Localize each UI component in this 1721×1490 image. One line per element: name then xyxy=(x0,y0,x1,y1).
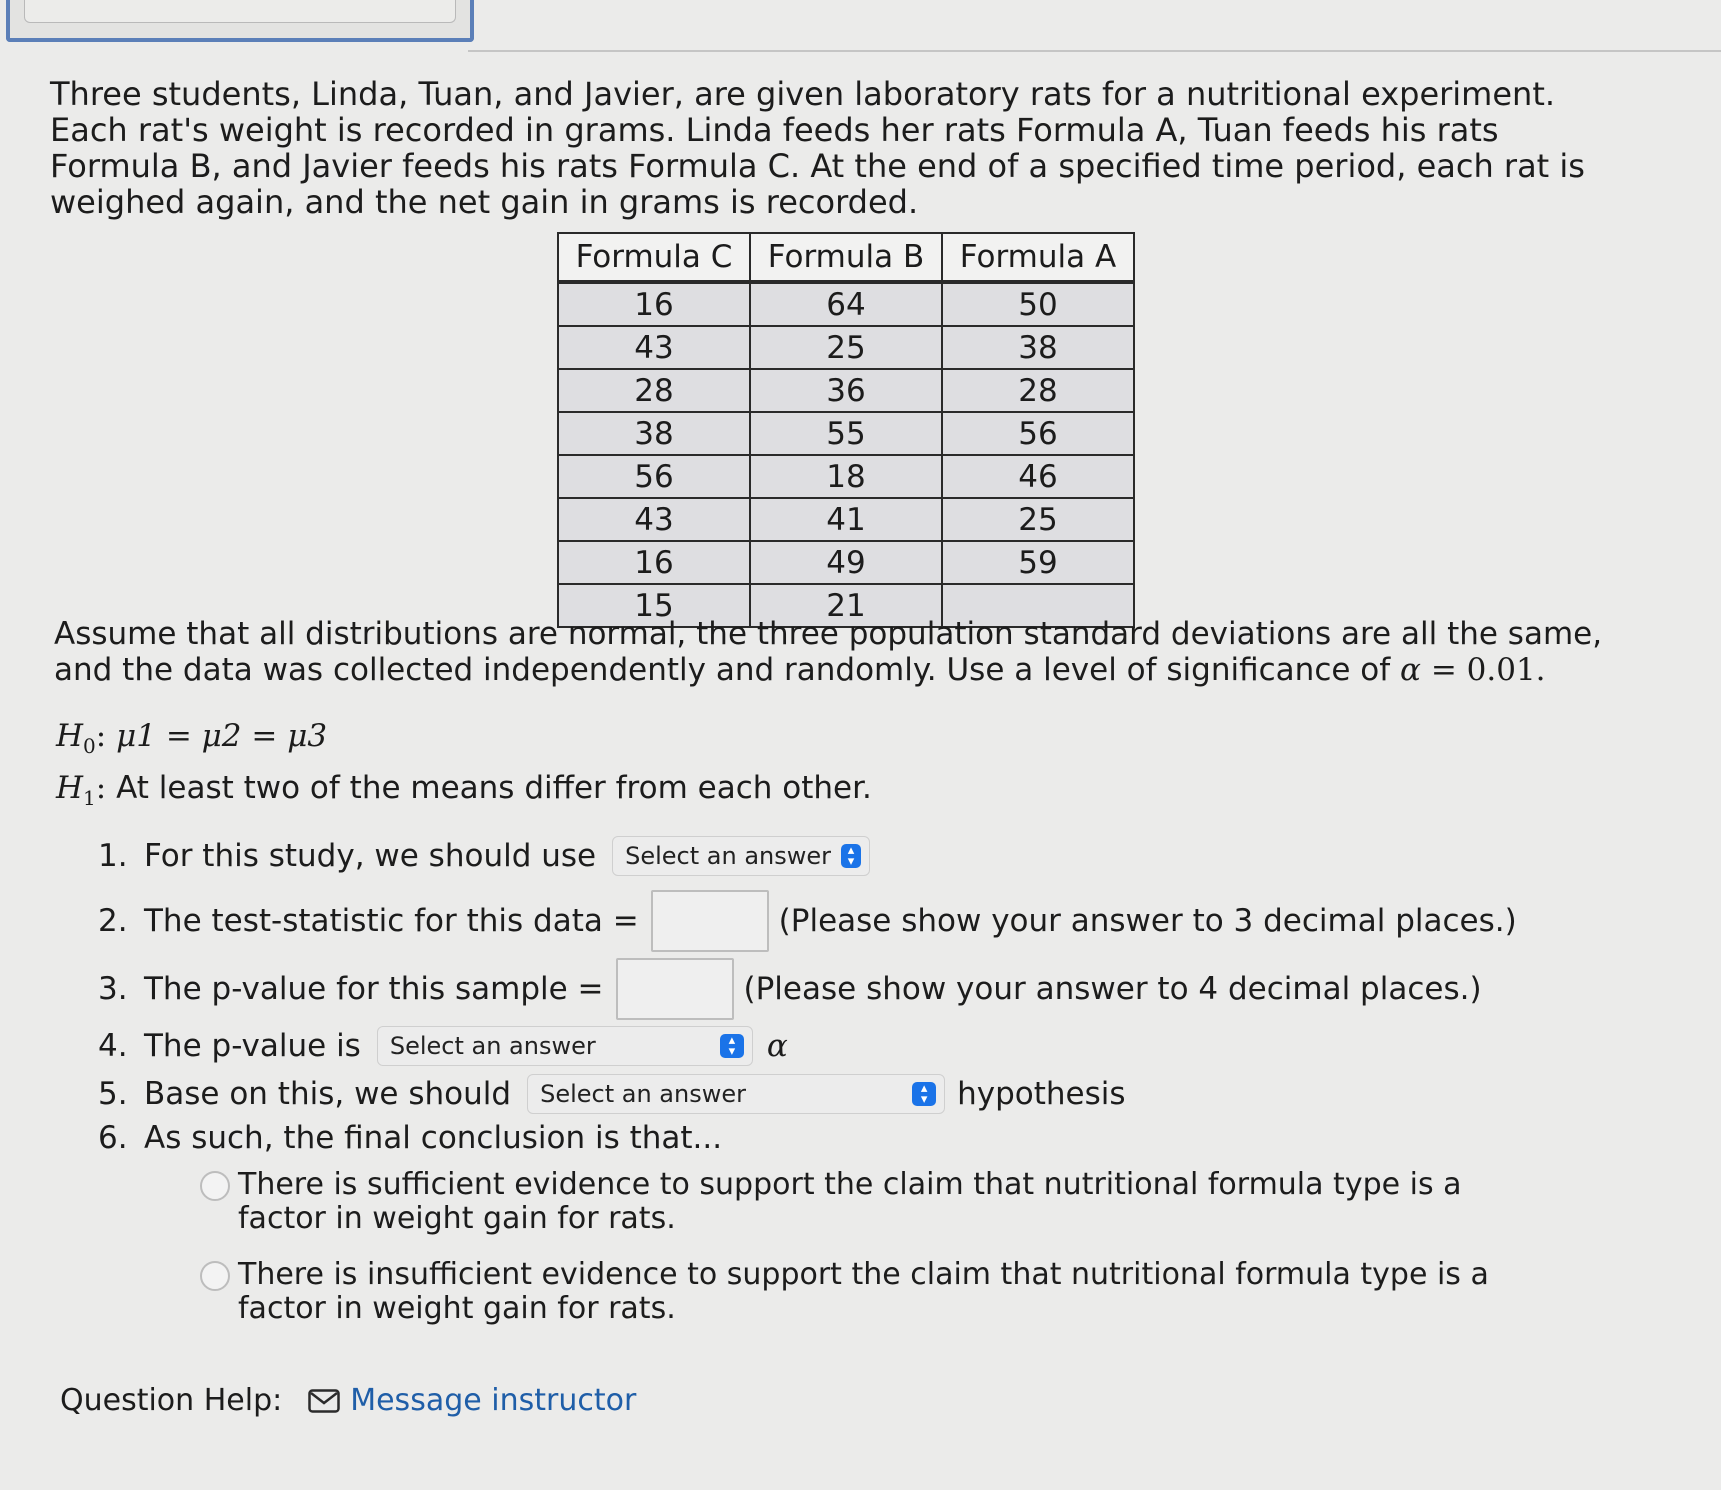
test-statistic-input[interactable] xyxy=(651,890,769,952)
header-formula-c: Formula C xyxy=(558,233,750,282)
table-row xyxy=(558,326,1134,369)
table-cell: 46 xyxy=(942,455,1134,498)
radio-button[interactable] xyxy=(200,1171,230,1201)
conclusion-option-sufficient[interactable]: There is sufficient evidence to support the claim that nutritional formula type is a factor in weight gain for rats. xyxy=(200,1168,1500,1236)
null-hypothesis-expression: μ1 = μ2 = μ3 xyxy=(116,718,328,754)
table-cell: 38 xyxy=(942,326,1134,369)
table-cell: 50 xyxy=(942,282,1134,326)
step-6: 6. As such, the final conclusion is that... xyxy=(98,1120,723,1156)
table-cell: 28 xyxy=(558,369,750,412)
table-cell: 56 xyxy=(558,455,750,498)
table-cell: 36 xyxy=(750,369,942,412)
table-header-row xyxy=(558,233,1134,282)
table-row xyxy=(558,541,1134,584)
table-cell: 43 xyxy=(558,326,750,369)
chevron-updown-icon: ▴ ▾ xyxy=(912,1082,936,1106)
radio-button[interactable] xyxy=(200,1261,230,1291)
table-cell: 25 xyxy=(750,326,942,369)
assumption-prefix: Assume that all distributions are normal, the three population standard deviations are all the same, and the data was collected independently and randomly. Use a level of significance of xyxy=(54,616,1603,688)
p-value-comparison-select[interactable]: Select an answer ▴ ▾ xyxy=(377,1026,753,1066)
step-2: 2. The test-statistic for this data = (Please show your answer to 3 decimal places.) xyxy=(98,890,1517,952)
alpha-value: = 0.01. xyxy=(1430,652,1546,688)
envelope-icon xyxy=(308,1389,340,1413)
table-cell: 25 xyxy=(942,498,1134,541)
data-table xyxy=(557,232,1135,628)
step-5: 5. Base on this, we should Select an answer ▴ ▾ hypothesis xyxy=(98,1076,1126,1112)
table-row xyxy=(558,369,1134,412)
hypothesis-label: hypothesis xyxy=(957,1076,1126,1112)
question-tab[interactable] xyxy=(6,0,474,42)
test-statistic-note: (Please show your answer to 3 decimal places.) xyxy=(778,903,1517,939)
alpha-symbol: α xyxy=(1400,652,1421,688)
p-value-input[interactable] xyxy=(616,958,734,1020)
step-3: 3. The p-value for this sample = (Please show your answer to 4 decimal places.) xyxy=(98,958,1482,1020)
question-intro: Three students, Linda, Tuan, and Javier, are given laboratory rats for a nutritional experiment. Each rat's weight is recorded in grams. Linda feeds her rats Formula A, Tuan feeds his rats Formula B, and Javier feeds his rats Formula C. At the end of a specified time period, each rat is weighed again, and the net gain in grams is recorded. xyxy=(50,75,1585,221)
table-cell: 56 xyxy=(942,412,1134,455)
table-row xyxy=(558,282,1134,326)
question-help xyxy=(60,1383,636,1418)
table-row xyxy=(558,498,1134,541)
null-hypothesis: $H_0$: μ1 = μ2 = μ3 xyxy=(56,718,328,759)
alpha-symbol: α xyxy=(766,1028,788,1064)
p-value-note: (Please show your answer to 4 decimal places.) xyxy=(743,971,1482,1007)
decision-select[interactable]: Select an answer ▴ ▾ xyxy=(527,1074,945,1114)
conclusion-option-insufficient[interactable]: There is insufficient evidence to support the claim that nutritional formula type is a factor in weight gain for rats. xyxy=(200,1258,1520,1326)
table-cell: 43 xyxy=(558,498,750,541)
table-cell: 59 xyxy=(942,541,1134,584)
table-cell: 38 xyxy=(558,412,750,455)
table-row xyxy=(558,412,1134,455)
question-help-label: Question Help: xyxy=(60,1383,283,1418)
table-cell: 55 xyxy=(750,412,942,455)
alternative-hypothesis: $H_1$: At least two of the means differ from each other. xyxy=(56,770,872,811)
header-formula-b: Formula B xyxy=(750,233,942,282)
table-cell: 28 xyxy=(942,369,1134,412)
table-cell: 15 xyxy=(558,584,750,627)
table-cell: 41 xyxy=(750,498,942,541)
table-cell: 16 xyxy=(558,541,750,584)
alternative-hypothesis-text: At least two of the means differ from each other. xyxy=(116,770,872,807)
header-formula-a: Formula A xyxy=(942,233,1134,282)
table-cell: 64 xyxy=(750,282,942,326)
test-type-select[interactable]: Select an answer ▴ ▾ xyxy=(612,836,870,876)
step-4: 4. The p-value is Select an answer ▴ ▾ α xyxy=(98,1028,788,1064)
table-cell: 49 xyxy=(750,541,942,584)
chevron-updown-icon: ▴ ▾ xyxy=(720,1034,744,1058)
step-1: 1. For this study, we should use Select an answer ▴ ▾ xyxy=(98,836,870,876)
message-instructor-link[interactable]: Message instructor xyxy=(308,1383,636,1418)
table-cell: 16 xyxy=(558,282,750,326)
table-cell: 21 xyxy=(750,584,942,627)
table-cell: 18 xyxy=(750,455,942,498)
hypotheses xyxy=(56,715,872,819)
chevron-updown-icon: ▴ ▾ xyxy=(841,844,861,868)
header-divider xyxy=(468,50,1721,52)
assumption-text xyxy=(54,616,1654,688)
table-row xyxy=(558,455,1134,498)
